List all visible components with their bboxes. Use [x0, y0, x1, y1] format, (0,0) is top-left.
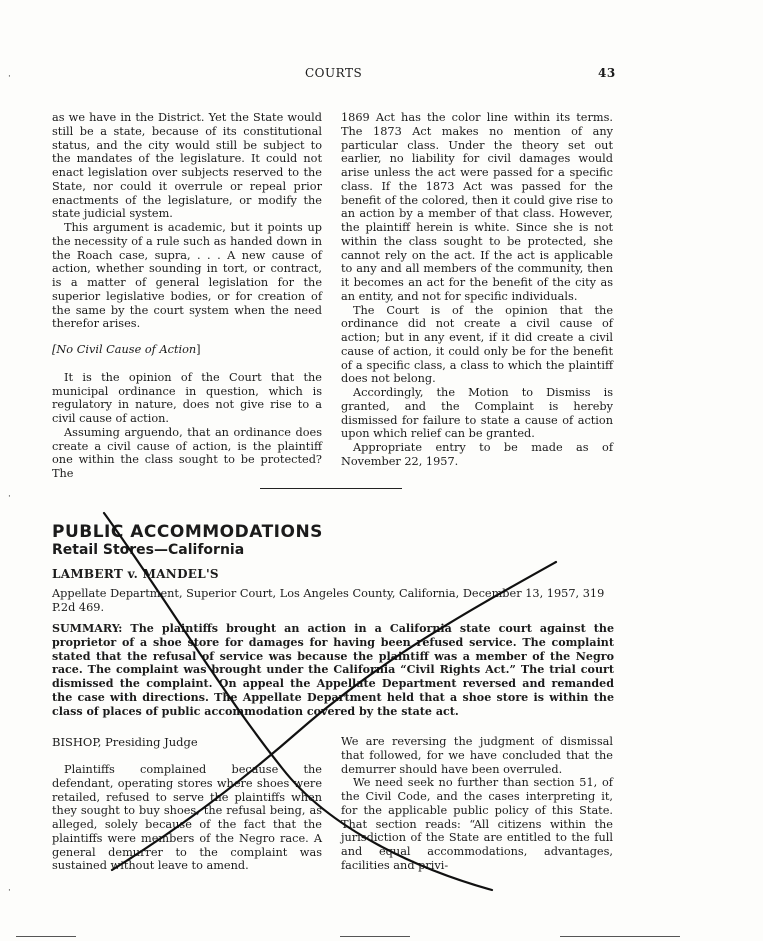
left-column-top	[52, 111, 322, 481]
paragraph: Assuming arguendo, that an ordinance does create a civil cause of action, is the plaintiff one within the class sought to be protected? The	[52, 425, 322, 480]
page-number: 43	[598, 66, 616, 80]
paragraph: Accordingly, the Motion to Dismiss is granted, and the Complaint is hereby dismissed for failure to state a cause of action upon which relief can be granted.	[341, 386, 613, 441]
section-title: PUBLIC ACCOMMODATIONS	[52, 522, 323, 542]
case-name: LAMBERT v. MANDEL'S	[52, 567, 219, 581]
running-head-title: COURTS	[305, 66, 363, 80]
scan-edge-mark	[340, 936, 410, 937]
margin-speck: ·	[8, 886, 11, 896]
right-column-top	[341, 111, 613, 469]
section-subtitle: Retail Stores—California	[52, 542, 245, 558]
section-divider	[260, 488, 402, 489]
paragraph: We are reversing the judgment of dismissal that followed, for we have concluded that the demurrer should have been overruled.	[341, 735, 613, 776]
right-column-bottom	[341, 735, 613, 873]
margin-speck: ·	[8, 72, 11, 82]
paragraph: as we have in the District. Yet the State would still be a state, because of its constitutional status, and the city would still be subject to the mandates of the legislature. It could not enact legislation over subjects reserved to the State, nor could it overrule or repeal prior enactments of the legislature, or modify the state judicial system.	[52, 111, 322, 221]
scan-edge-mark	[16, 936, 76, 937]
case-citation: Appellate Department, Superior Court, Los Angeles County, California, December 13, 1957, 319 P.2d 469.	[52, 587, 605, 614]
paragraph: It is the opinion of the Court that the municipal ordinance in question, which is regulatory in nature, does not give rise to a civil cause of action.	[52, 370, 322, 425]
paragraph: Appropriate entry to be made as of November 22, 1957.	[341, 441, 613, 468]
case-summary: SUMMARY: The plaintiffs brought an action in a California state court against the proprietor of a shoe store for damages for having been refused service. The complaint stated that the refusal of service was because the plaintiff was a member of the Negro race. The complaint was brought under the California “Civil Rights Act.” The trial court dismissed the complaint. On appeal the Appellate Department reversed and remanded the case with directions. The Appellate Department held that a shoe store is within the class of places of public accommodation covered by the state act.	[52, 622, 614, 718]
margin-speck: ·	[8, 492, 11, 502]
judge-name: BISHOP, Presiding Judge	[52, 735, 198, 749]
subheading-text: No Civil Cause of Action	[56, 343, 197, 356]
paragraph: The Court is of the opinion that the ordinance did not create a civil cause of action; but in any event, if it did create a civil cause of action, it could only be for the benefit of a specific class, a class to which the plaintiff does not belong.	[341, 303, 613, 386]
scan-edge-mark	[560, 936, 680, 937]
paragraph: 1869 Act has the color line within its terms. The 1873 Act makes no mention of any particular class. Under the theory set out earlier, no liability for civil damages would arise unless the act were passed for a specific class. If the 1873 Act was passed for the benefit of the colored, then it could give rise to an action by a member of that class. However, the plaintiff herein is white. Since she is not within the class sought to be protected, she cannot rely on the act. If the act is applicable to any and all members of the community, then it becomes an act for the benefit of the city as an entity, and not for specific individuals.	[341, 111, 613, 303]
paragraph: Plaintiffs complained because the defendant, operating stores where shoes were retailed, refused to serve the plaintiffs when they sought to buy shoes, the refusal being, as alleged, solely because of the fact that the plaintiffs were members of the Negro race. A general demurrer to the complaint was sustained without leave to amend.	[52, 763, 322, 873]
paragraph: This argument is academic, but it points up the necessity of a rule such as handed down in the Roach case, supra, . . . A new cause of action, whether sounding in tort, or contract, is a matter of general legislation for the superior legislative bodies, or for creation of the same by the court system when the need therefor arises.	[52, 221, 322, 331]
subheading: [No Civil Cause of Action]	[52, 343, 201, 356]
paragraph: We need seek no further than section 51, of the Civil Code, and the cases interpreting it, for the applicable public policy of this State. That section reads: “All citizens within the jurisdiction of the State are entitled to the full and equal accommodations, advantages, facilities and privi-	[341, 776, 613, 872]
left-column-bottom	[52, 763, 322, 873]
